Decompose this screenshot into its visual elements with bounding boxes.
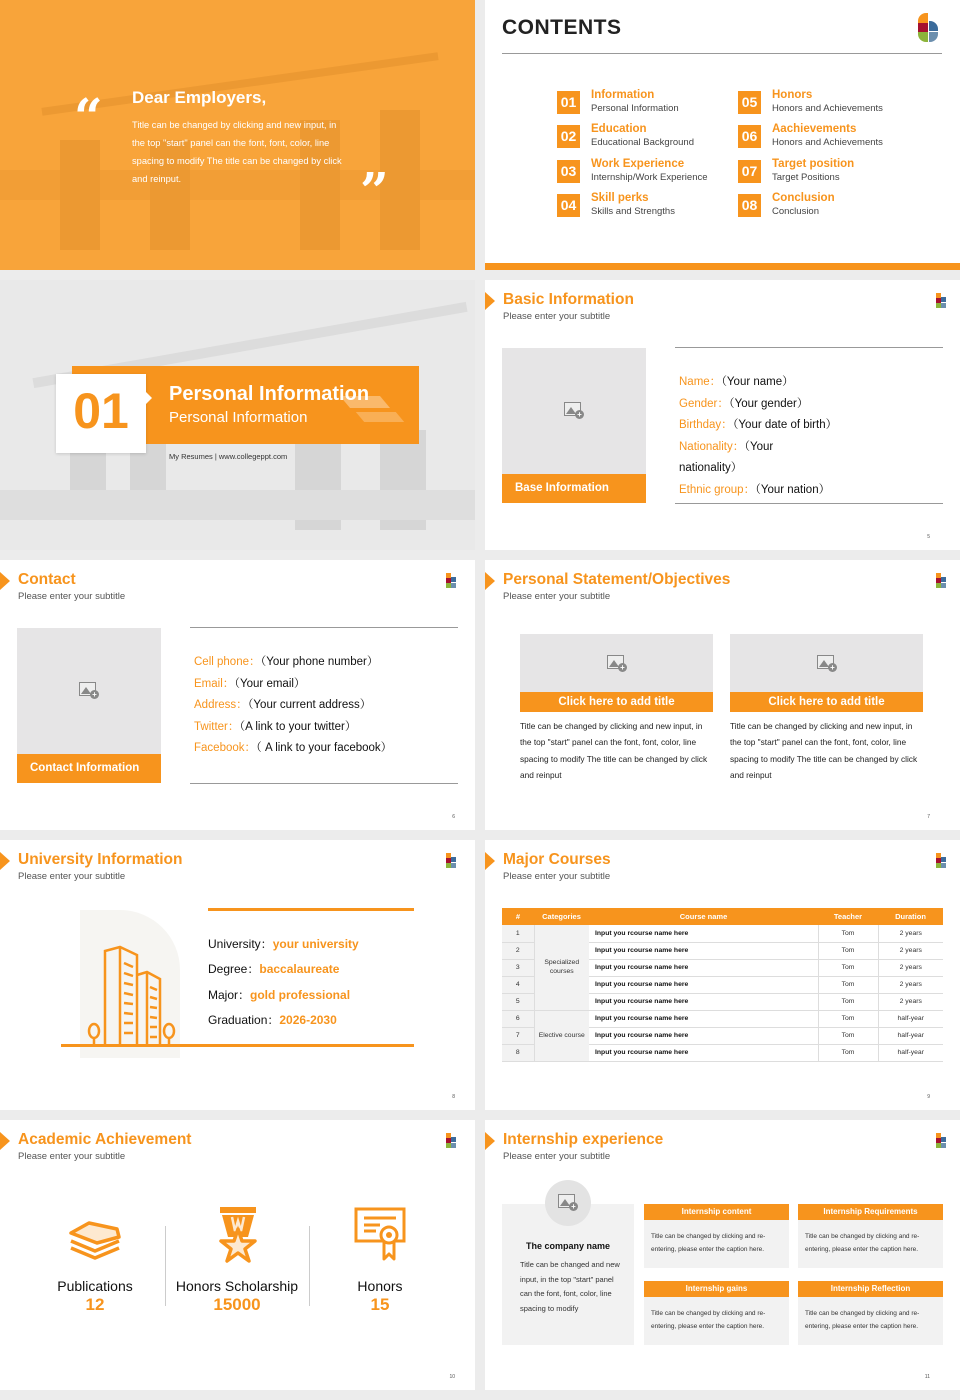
toc-title: Honors bbox=[772, 89, 813, 101]
company-name[interactable]: The company name bbox=[525, 1241, 611, 1251]
slide-section-personal-information[interactable] bbox=[0, 280, 475, 550]
quote-open-icon: “ bbox=[74, 87, 103, 146]
page-number: 5 bbox=[927, 534, 930, 540]
toc-number: 06 bbox=[738, 125, 761, 148]
slide-subtitle[interactable]: Please enter your subtitle bbox=[503, 311, 611, 322]
field-address[interactable]: Address：（Your current address） bbox=[194, 699, 372, 712]
col-header-teacher: Teacher bbox=[818, 908, 878, 925]
field-facebook[interactable]: Facebook：（ A link to your facebook） bbox=[194, 742, 393, 755]
slide-title[interactable]: Personal Statement/Objectives bbox=[503, 571, 731, 588]
card-title[interactable]: Click here to add title bbox=[520, 692, 713, 712]
category-cell[interactable]: Elective course bbox=[534, 1010, 589, 1061]
photo-placeholder[interactable] bbox=[17, 628, 161, 783]
page-number: 9 bbox=[927, 1094, 930, 1100]
toc-number: 04 bbox=[557, 194, 580, 217]
courses-table bbox=[502, 908, 943, 1062]
university-fields bbox=[208, 932, 359, 1033]
statement-card-2[interactable] bbox=[730, 634, 923, 783]
internship-content-box[interactable] bbox=[644, 1204, 789, 1268]
stat-label: Honors bbox=[357, 1278, 403, 1294]
toc-item-02[interactable] bbox=[557, 123, 747, 149]
field-major[interactable]: Major：gold professional bbox=[208, 987, 351, 1002]
divider bbox=[675, 503, 943, 504]
title-arrow-icon bbox=[485, 292, 495, 310]
toc-item-05[interactable] bbox=[738, 89, 928, 115]
slide-subtitle[interactable]: Please enter your subtitle bbox=[503, 591, 611, 602]
page-number: 7 bbox=[927, 814, 930, 820]
field-nationality[interactable]: Nationality：（Your bbox=[679, 440, 774, 453]
col-header-course-name: Course name bbox=[589, 908, 818, 925]
title-arrow-icon bbox=[0, 852, 10, 870]
slide-subtitle[interactable]: Please enter your subtitle bbox=[18, 871, 126, 882]
toc-number: 01 bbox=[557, 91, 580, 114]
section-meta: My Resumes | www.collegeppt.com bbox=[169, 452, 288, 461]
toc-number: 08 bbox=[738, 194, 761, 217]
accent-line bbox=[208, 908, 414, 911]
toc-item-01[interactable] bbox=[557, 89, 747, 115]
field-graduation[interactable]: Graduation：2026-2030 bbox=[208, 1012, 337, 1027]
category-cell[interactable]: Specialized courses bbox=[534, 925, 589, 1010]
slide-cover-letter[interactable] bbox=[0, 0, 475, 270]
stat-publications[interactable] bbox=[25, 1210, 165, 1315]
toc-item-03[interactable] bbox=[557, 158, 747, 184]
stat-honors-scholarship[interactable] bbox=[167, 1210, 307, 1315]
toc-subtitle: Internship/Work Experience bbox=[591, 172, 708, 183]
divider bbox=[190, 627, 458, 628]
section-title[interactable]: Personal Information bbox=[169, 383, 370, 405]
slide-subtitle[interactable]: Please enter your subtitle bbox=[18, 1151, 126, 1162]
toc-title: Conclusion bbox=[772, 192, 835, 204]
toc-subtitle: Personal Information bbox=[591, 103, 679, 114]
table-header-row bbox=[502, 908, 943, 925]
box-text[interactable]: Title can be changed by clicking and re-entering, please enter the caption here. bbox=[805, 1310, 920, 1330]
section-number: 01 bbox=[73, 383, 129, 439]
field-gender[interactable]: Gender：（Your gender） bbox=[679, 397, 809, 410]
toc-subtitle: Honors and Achievements bbox=[772, 103, 883, 114]
title-arrow-icon bbox=[485, 1132, 495, 1150]
title-arrow-icon bbox=[0, 1132, 10, 1150]
contents-title: CONTENTS bbox=[502, 16, 622, 39]
col-header-duration: Duration bbox=[878, 908, 943, 925]
slide-subtitle[interactable]: Please enter your subtitle bbox=[503, 871, 611, 882]
stat-label: Honors Scholarship bbox=[175, 1278, 299, 1294]
box-title: Internship Reflection bbox=[798, 1281, 943, 1297]
internship-requirements-box[interactable] bbox=[798, 1204, 943, 1268]
slide-title[interactable]: Basic Information bbox=[503, 291, 634, 308]
stat-value: 15 bbox=[370, 1295, 390, 1314]
pointer-notch bbox=[146, 392, 152, 404]
add-image-icon: + bbox=[564, 402, 584, 419]
section-number-box bbox=[56, 374, 146, 453]
slide-subtitle[interactable]: Please enter your subtitle bbox=[18, 591, 126, 602]
toc-number: 03 bbox=[557, 160, 580, 183]
toc-title: Skill perks bbox=[591, 192, 649, 204]
page-number: 10 bbox=[449, 1374, 455, 1380]
slide-major-courses[interactable] bbox=[485, 840, 960, 1110]
internship-gains-box[interactable] bbox=[644, 1281, 789, 1345]
col-header-categories: Categories bbox=[534, 908, 589, 925]
slide-title[interactable]: Major Courses bbox=[503, 851, 611, 868]
toc-item-04[interactable] bbox=[557, 192, 747, 218]
slide-title[interactable]: University Information bbox=[18, 851, 183, 868]
toc-title: Aachievements bbox=[772, 123, 857, 135]
photo-caption: Contact Information bbox=[17, 754, 161, 783]
brand-logo-icon bbox=[918, 13, 938, 43]
divider bbox=[502, 53, 942, 54]
slide-basic-information[interactable] bbox=[485, 280, 960, 550]
brand-logo-icon bbox=[936, 573, 946, 589]
brand-logo-icon bbox=[936, 293, 946, 309]
card-text[interactable]: Title can be changed by clicking and new input, in the top "start" panel can the font, font, color, line spacing to modify The title can be changed by click and reinput bbox=[730, 721, 918, 780]
photo-placeholder[interactable] bbox=[520, 634, 713, 692]
company-description[interactable]: Title can be changed and new input, in the top "start" panel can the font, font, color, line spacing to modify bbox=[520, 1260, 620, 1313]
photo-caption: Base Information bbox=[502, 474, 646, 503]
toc-subtitle: Conclusion bbox=[772, 206, 819, 217]
decorative-stripe bbox=[356, 412, 404, 422]
table-row[interactable]: 6 Elective course Input you rcourse name here Tom half-year bbox=[502, 1010, 943, 1027]
toc-title: Work Experience bbox=[591, 158, 685, 170]
field-birthday[interactable]: Birthday：（Your date of birth） bbox=[679, 419, 838, 432]
table-row[interactable]: 4 Input you rcourse name here Tom 2 years bbox=[502, 976, 943, 993]
slide-subtitle[interactable]: Please enter your subtitle bbox=[503, 1151, 611, 1162]
table-row[interactable]: 7 Input you rcourse name here Tom half-year bbox=[502, 1027, 943, 1044]
internship-reflection-box[interactable] bbox=[798, 1281, 943, 1345]
section-subtitle[interactable]: Personal Information bbox=[169, 409, 308, 426]
table-row[interactable]: 1 Specialized courses Input you rcourse name here Tom 2 years bbox=[502, 925, 943, 942]
books-stack-icon bbox=[69, 1215, 123, 1261]
photo-placeholder[interactable] bbox=[502, 348, 646, 503]
box-text[interactable]: Title can be changed by clicking and re-entering, please enter the caption here. bbox=[651, 1233, 766, 1253]
stat-label: Publications bbox=[57, 1278, 133, 1294]
brand-logo-icon bbox=[446, 853, 456, 869]
toc-subtitle: Target Positions bbox=[772, 172, 840, 183]
add-image-icon: + bbox=[79, 682, 99, 699]
toc-subtitle: Educational Background bbox=[591, 137, 694, 148]
box-text[interactable]: Title can be changed by clicking and re-entering, please enter the caption here. bbox=[805, 1233, 920, 1253]
slide-title[interactable]: Academic Achievement bbox=[18, 1131, 192, 1148]
table-row[interactable]: 3 Input you rcourse name here Tom 2 years bbox=[502, 959, 943, 976]
field-university[interactable]: University：your university bbox=[208, 937, 359, 951]
basic-info-fields bbox=[679, 372, 837, 502]
box-title: Internship Requirements bbox=[798, 1204, 943, 1220]
buildings-icon bbox=[85, 945, 180, 1047]
add-image-icon: + bbox=[607, 655, 627, 672]
slide-title[interactable]: Contact bbox=[18, 571, 76, 588]
field-nationality-cont[interactable]: nationality） bbox=[679, 462, 743, 475]
table-row[interactable]: 2 Input you rcourse name here Tom 2 years bbox=[502, 942, 943, 959]
toc-number: 07 bbox=[738, 160, 761, 183]
page-number: 11 bbox=[924, 1374, 930, 1380]
slide-contact[interactable] bbox=[0, 560, 475, 830]
title-arrow-icon bbox=[485, 852, 495, 870]
table-row[interactable]: 8 Input you rcourse name here Tom half-year bbox=[502, 1044, 943, 1061]
contact-fields bbox=[194, 652, 392, 760]
cover-body-text[interactable]: Title can be changed by clicking and new input, in the top "start" panel can the font, font, color, line spacing to modify The title can be changed by click and reinput. bbox=[132, 120, 342, 184]
field-name[interactable]: Name：（Your name） bbox=[679, 376, 794, 388]
col-header-index: # bbox=[502, 908, 534, 925]
title-arrow-icon bbox=[485, 572, 495, 590]
stat-value: 12 bbox=[85, 1295, 105, 1314]
company-logo-placeholder[interactable] bbox=[545, 1180, 591, 1226]
page-number: 8 bbox=[452, 1094, 455, 1100]
title-arrow-icon bbox=[0, 572, 10, 590]
accent-bar bbox=[485, 263, 960, 270]
box-title: Internship gains bbox=[644, 1281, 789, 1297]
toc-title: Education bbox=[591, 123, 647, 135]
slide-personal-statement[interactable] bbox=[485, 560, 960, 830]
accent-line bbox=[61, 1044, 414, 1047]
brand-logo-icon bbox=[446, 1133, 456, 1149]
statement-card-1[interactable] bbox=[520, 634, 713, 783]
toc-subtitle: Skills and Strengths bbox=[591, 206, 675, 217]
box-title: Internship content bbox=[644, 1204, 789, 1220]
toc-item-06[interactable] bbox=[738, 123, 928, 149]
slide-contents[interactable] bbox=[485, 0, 960, 270]
field-cell-phone[interactable]: Cell phone：（Your phone number） bbox=[194, 656, 379, 668]
brand-logo-icon bbox=[936, 853, 946, 869]
toc-subtitle: Honors and Achievements bbox=[772, 137, 883, 148]
card-title[interactable]: Click here to add title bbox=[730, 692, 923, 712]
brand-logo-icon bbox=[936, 1133, 946, 1149]
divider bbox=[165, 1226, 166, 1306]
field-degree[interactable]: Degree：baccalaureate bbox=[208, 962, 340, 977]
medal-star-icon bbox=[218, 1207, 258, 1263]
divider bbox=[190, 783, 458, 784]
toc-number: 05 bbox=[738, 91, 761, 114]
table-row[interactable]: 5 Input you rcourse name here Tom 2 years bbox=[502, 993, 943, 1010]
toc-item-07[interactable] bbox=[738, 158, 928, 184]
card-text[interactable]: Title can be changed by clicking and new input, in the top "start" panel can the font, font, color, line spacing to modify The title can be changed by click and reinput bbox=[520, 721, 708, 780]
toc-number: 02 bbox=[557, 125, 580, 148]
stat-honors[interactable] bbox=[310, 1210, 450, 1315]
slide-university-information[interactable] bbox=[0, 840, 475, 1110]
toc-item-08[interactable] bbox=[738, 192, 928, 218]
toc-title: Information bbox=[591, 89, 655, 101]
field-ethnic-group[interactable]: Ethnic group：（Your nation） bbox=[679, 483, 831, 496]
page-number: 6 bbox=[452, 814, 455, 820]
box-text[interactable]: Title can be changed by clicking and re-entering, please enter the caption here. bbox=[651, 1310, 766, 1330]
field-email[interactable]: Email：（Your email） bbox=[194, 677, 306, 690]
add-image-icon: + bbox=[817, 655, 837, 672]
slide-academic-achievement[interactable] bbox=[0, 1120, 475, 1390]
stat-value: 15000 bbox=[213, 1295, 261, 1314]
photo-placeholder[interactable] bbox=[730, 634, 923, 692]
quote-close-icon: ” bbox=[360, 161, 389, 220]
certificate-icon bbox=[354, 1207, 406, 1261]
cover-heading[interactable]: Dear Employers, bbox=[132, 88, 267, 107]
divider bbox=[675, 347, 943, 348]
add-image-icon: + bbox=[558, 1194, 578, 1211]
toc-title: Target position bbox=[772, 158, 855, 170]
brand-logo-icon bbox=[446, 573, 456, 589]
slide-internship-experience[interactable] bbox=[485, 1120, 960, 1390]
field-twitter[interactable]: Twitter：（A link to your twitter） bbox=[194, 720, 357, 733]
slide-title[interactable]: Internship experience bbox=[503, 1131, 664, 1148]
